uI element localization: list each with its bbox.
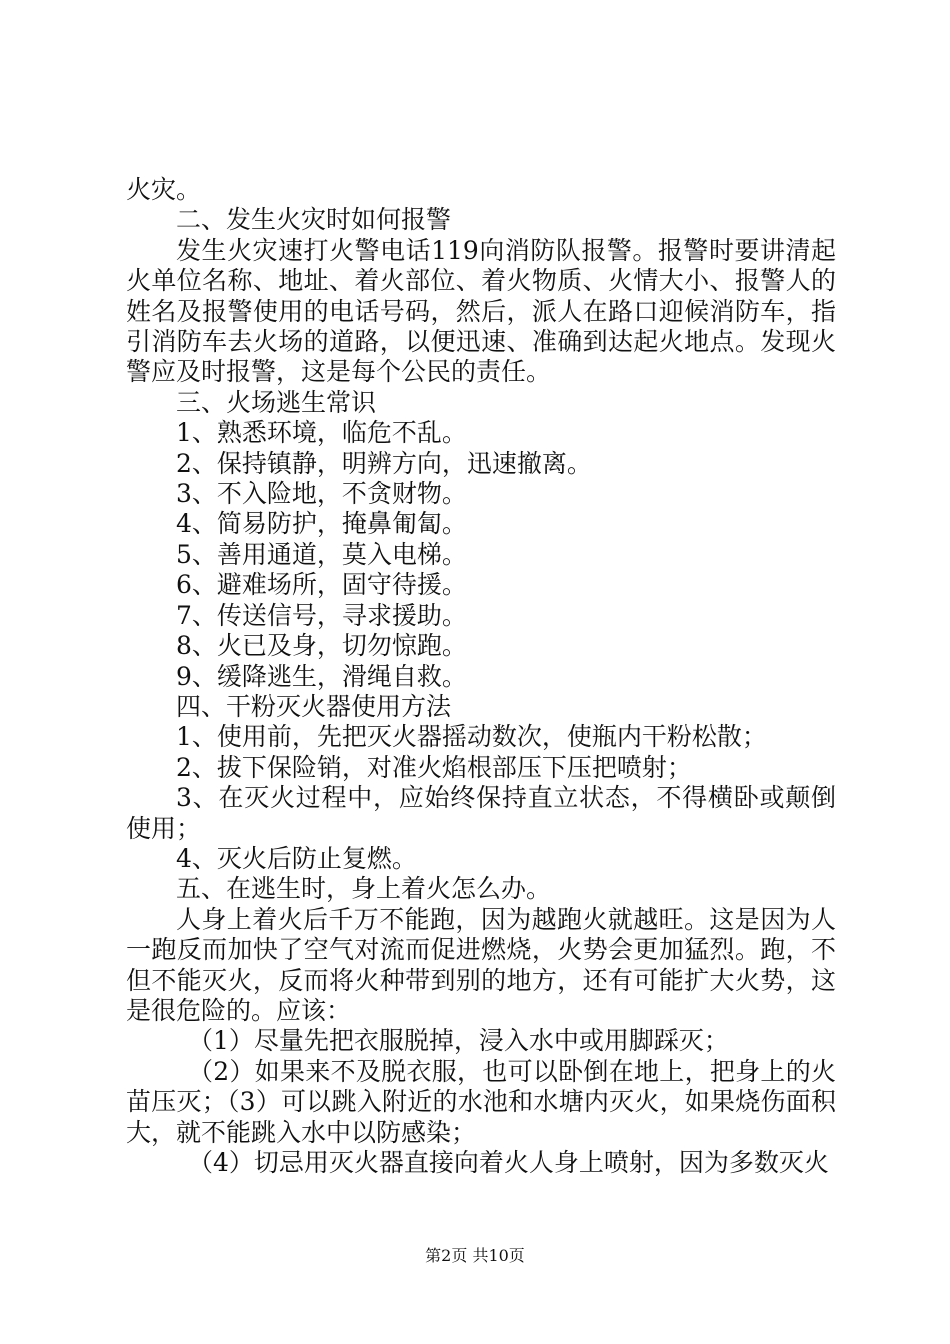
list-item: （2）如果来不及脱衣服，也可以卧倒在地上，把身上的火苗压灭；（3）可以跳入附近的水池和水塘内灭火，如果烧伤面积大，就不能跳入水中以防感染； (126, 1056, 836, 1147)
list-item: 8、火已及身，切勿惊跑。 (176, 631, 467, 661)
page-number-footer: 第2页 共10页 (425, 1246, 525, 1265)
list-item: 3、在灭火过程中，应始终保持直立状态，不得横卧或颠倒使用； (126, 783, 836, 843)
list-item: 2、拔下保险销，对准火焰根部压下压把喷射； (176, 752, 692, 782)
list-item: 7、传送信号，寻求援助。 (176, 600, 467, 630)
list-item: 1、使用前，先把灭火器摇动数次，使瓶内干粉松散； (176, 722, 767, 752)
list-item: （1）尽量先把衣服脱掉，浸入水中或用脚踩灭； (188, 1026, 729, 1056)
list-item: 5、善用通道，莫入电梯。 (176, 539, 467, 569)
list-item: 4、灭火后防止复燃。 (176, 843, 417, 873)
paragraph-clothes-on-fire: 人身上着火后千万不能跑，因为越跑火就越旺。这是因为人一跑反而加快了空气对流而促进燃烧，火势会更加猛烈。跑，不但不能灭火，反而将火种带到别的地方，还有可能扩大火势，这是很危险的。应该： (126, 904, 836, 1025)
list-item: 4、简易防护，掩鼻匍匐。 (176, 509, 467, 539)
list-item: 9、缓降逃生，滑绳自救。 (176, 661, 467, 691)
section-heading-3: 三、火场逃生常识 (176, 387, 377, 417)
list-item: 1、熟悉环境，临危不乱。 (176, 418, 467, 448)
list-item: 6、避难场所，固守待援。 (176, 570, 467, 600)
section-heading-4: 四、干粉灭火器使用方法 (176, 691, 452, 721)
list-item: （4）切忌用灭火器直接向着火人身上喷射，因为多数灭火 (188, 1148, 829, 1177)
list-item: 3、不入险地，不贪财物。 (176, 479, 467, 509)
section-heading-2: 二、发生火灾时如何报警 (176, 205, 452, 235)
paragraph-report-fire: 发生火灾速打火警电话119向消防队报警。报警时要讲清起火单位名称、地址、着火部位、着火物质、火情大小、报警人的姓名及报警使用的电话号码，然后，派人在路口迎候消防车，指引消防车去火场的道路，以便迅速、准确到达起火地点。发现火警应及时报警，这是每个公民的责任。 (126, 235, 836, 387)
document-body (126, 175, 836, 1178)
paragraph-continuation: 火灾。 (126, 175, 202, 204)
list-item: 2、保持镇静，明辨方向，迅速撤离。 (176, 448, 592, 478)
section-heading-5: 五、在逃生时，身上着火怎么办。 (176, 874, 552, 904)
